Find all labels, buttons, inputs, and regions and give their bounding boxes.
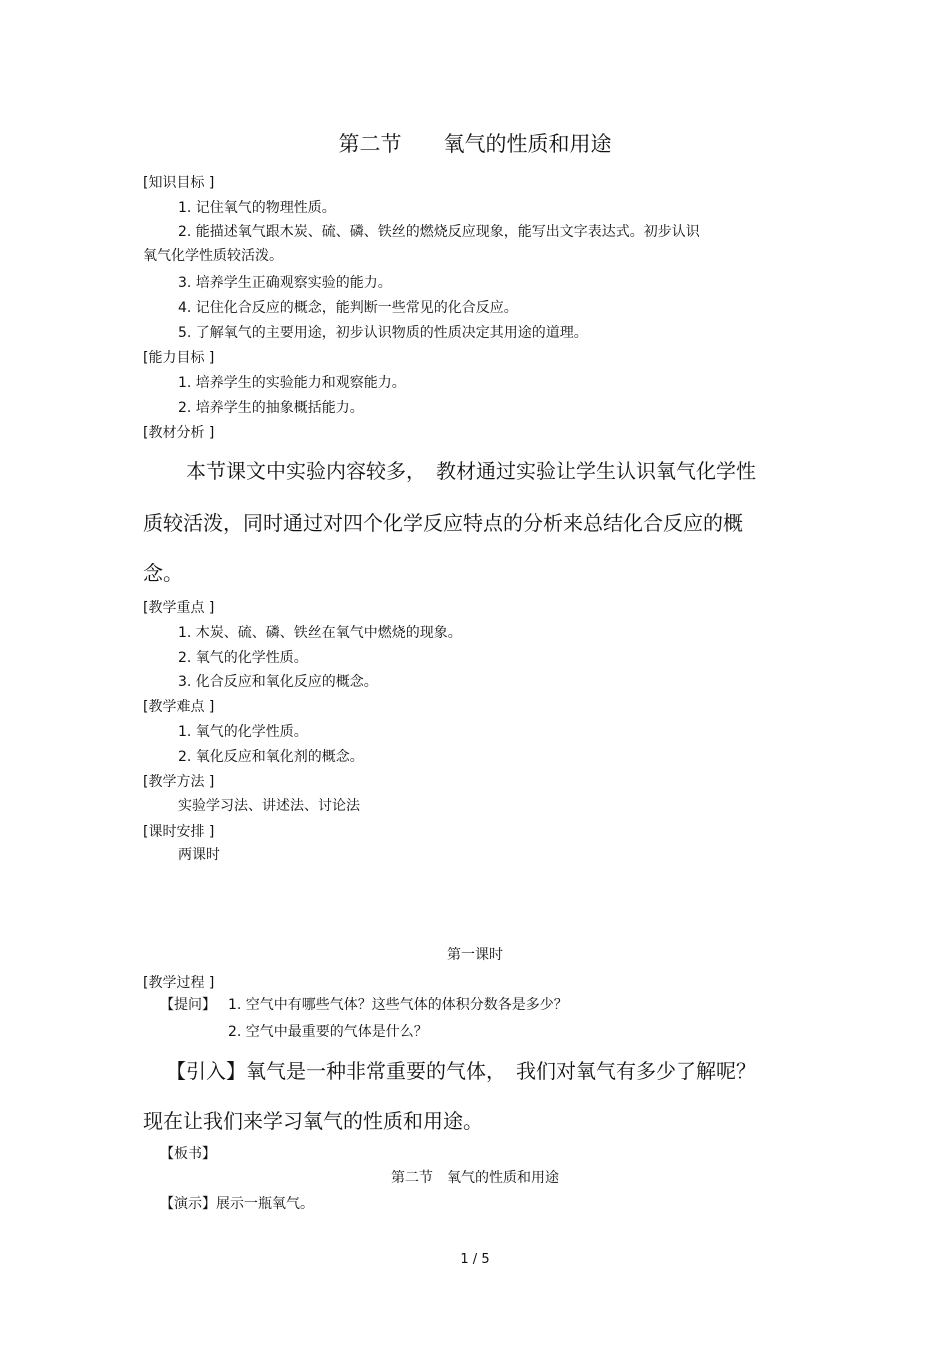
key-points-heading: [教学重点 ] <box>143 600 215 616</box>
knowledge-item-2: 2. 能描述氧气跟木炭、硫、磷、铁丝的燃烧反应现象，能写出文字表达式。初步认识 <box>178 224 700 240</box>
methods-text: 实验学习法、讲述法、讨论法 <box>178 798 360 814</box>
methods-heading: [教学方法 ] <box>143 774 215 790</box>
question-1: 1. 空气中有哪些气体？这些气体的体积分数各是多少？ <box>228 997 568 1013</box>
board-title: 第二节 氧气的性质和用途 <box>391 1170 559 1186</box>
knowledge-item-5: 5. 了解氧气的主要用途，初步认识物质的性质决定其用途的道理。 <box>178 325 588 341</box>
intro-line-1: 【引入】氧气是一种非常重要的气体， 我们对氧气有多少了解呢？ <box>166 1059 756 1083</box>
key-point-1: 1. 木炭、硫、磷、铁丝在氧气中燃烧的现象。 <box>178 625 462 641</box>
board-label: 【板书】 <box>160 1146 216 1162</box>
lesson-one-heading: 第一课时 <box>447 947 503 963</box>
ability-goals-heading: [能力目标 ] <box>143 350 215 366</box>
difficulty-2: 2. 氧化反应和氧化剂的概念。 <box>178 749 364 765</box>
knowledge-item-2-continuation: 氧气化学性质较活泼。 <box>143 248 283 264</box>
demo-text: 【演示】展示一瓶氧气。 <box>160 1196 314 1212</box>
page-title: 第二节 氧气的性质和用途 <box>338 132 612 156</box>
teaching-process-heading: [教学过程 ] <box>143 975 215 991</box>
question-2: 2. 空气中最重要的气体是什么？ <box>228 1024 428 1040</box>
knowledge-goals-heading: [知识目标 ] <box>143 175 215 191</box>
intro-line-2: 现在让我们来学习氧气的性质和用途。 <box>143 1109 483 1133</box>
ability-item-1: 1. 培养学生的实验能力和观察能力。 <box>178 375 406 391</box>
difficulty-1: 1. 氧气的化学性质。 <box>178 724 308 740</box>
question-label: 【提问】 <box>160 997 216 1013</box>
schedule-text: 两课时 <box>178 847 220 863</box>
key-point-3: 3. 化合反应和氧化反应的概念。 <box>178 674 378 690</box>
knowledge-item-1: 1. 记住氧气的物理性质。 <box>178 200 336 216</box>
knowledge-item-3: 3. 培养学生正确观察实验的能力。 <box>178 275 392 291</box>
material-paragraph-line-1: 本节课文中实验内容较多， 教材通过实验让学生认识氧气化学性 <box>186 459 756 483</box>
material-paragraph-line-2: 质较活泼，同时通过对四个化学反应特点的分析来总结化合反应的概 <box>143 511 743 535</box>
knowledge-item-4: 4. 记住化合反应的概念，能判断一些常见的化合反应。 <box>178 300 518 316</box>
key-point-2: 2. 氧气的化学性质。 <box>178 650 308 666</box>
material-analysis-heading: [教材分析 ] <box>143 425 215 441</box>
ability-item-2: 2. 培养学生的抽象概括能力。 <box>178 400 364 416</box>
material-paragraph-line-3: 念。 <box>143 561 183 585</box>
difficulties-heading: [教学难点 ] <box>143 699 215 715</box>
page-number: 1 / 5 <box>460 1252 490 1267</box>
schedule-heading: [课时安排 ] <box>143 824 215 840</box>
